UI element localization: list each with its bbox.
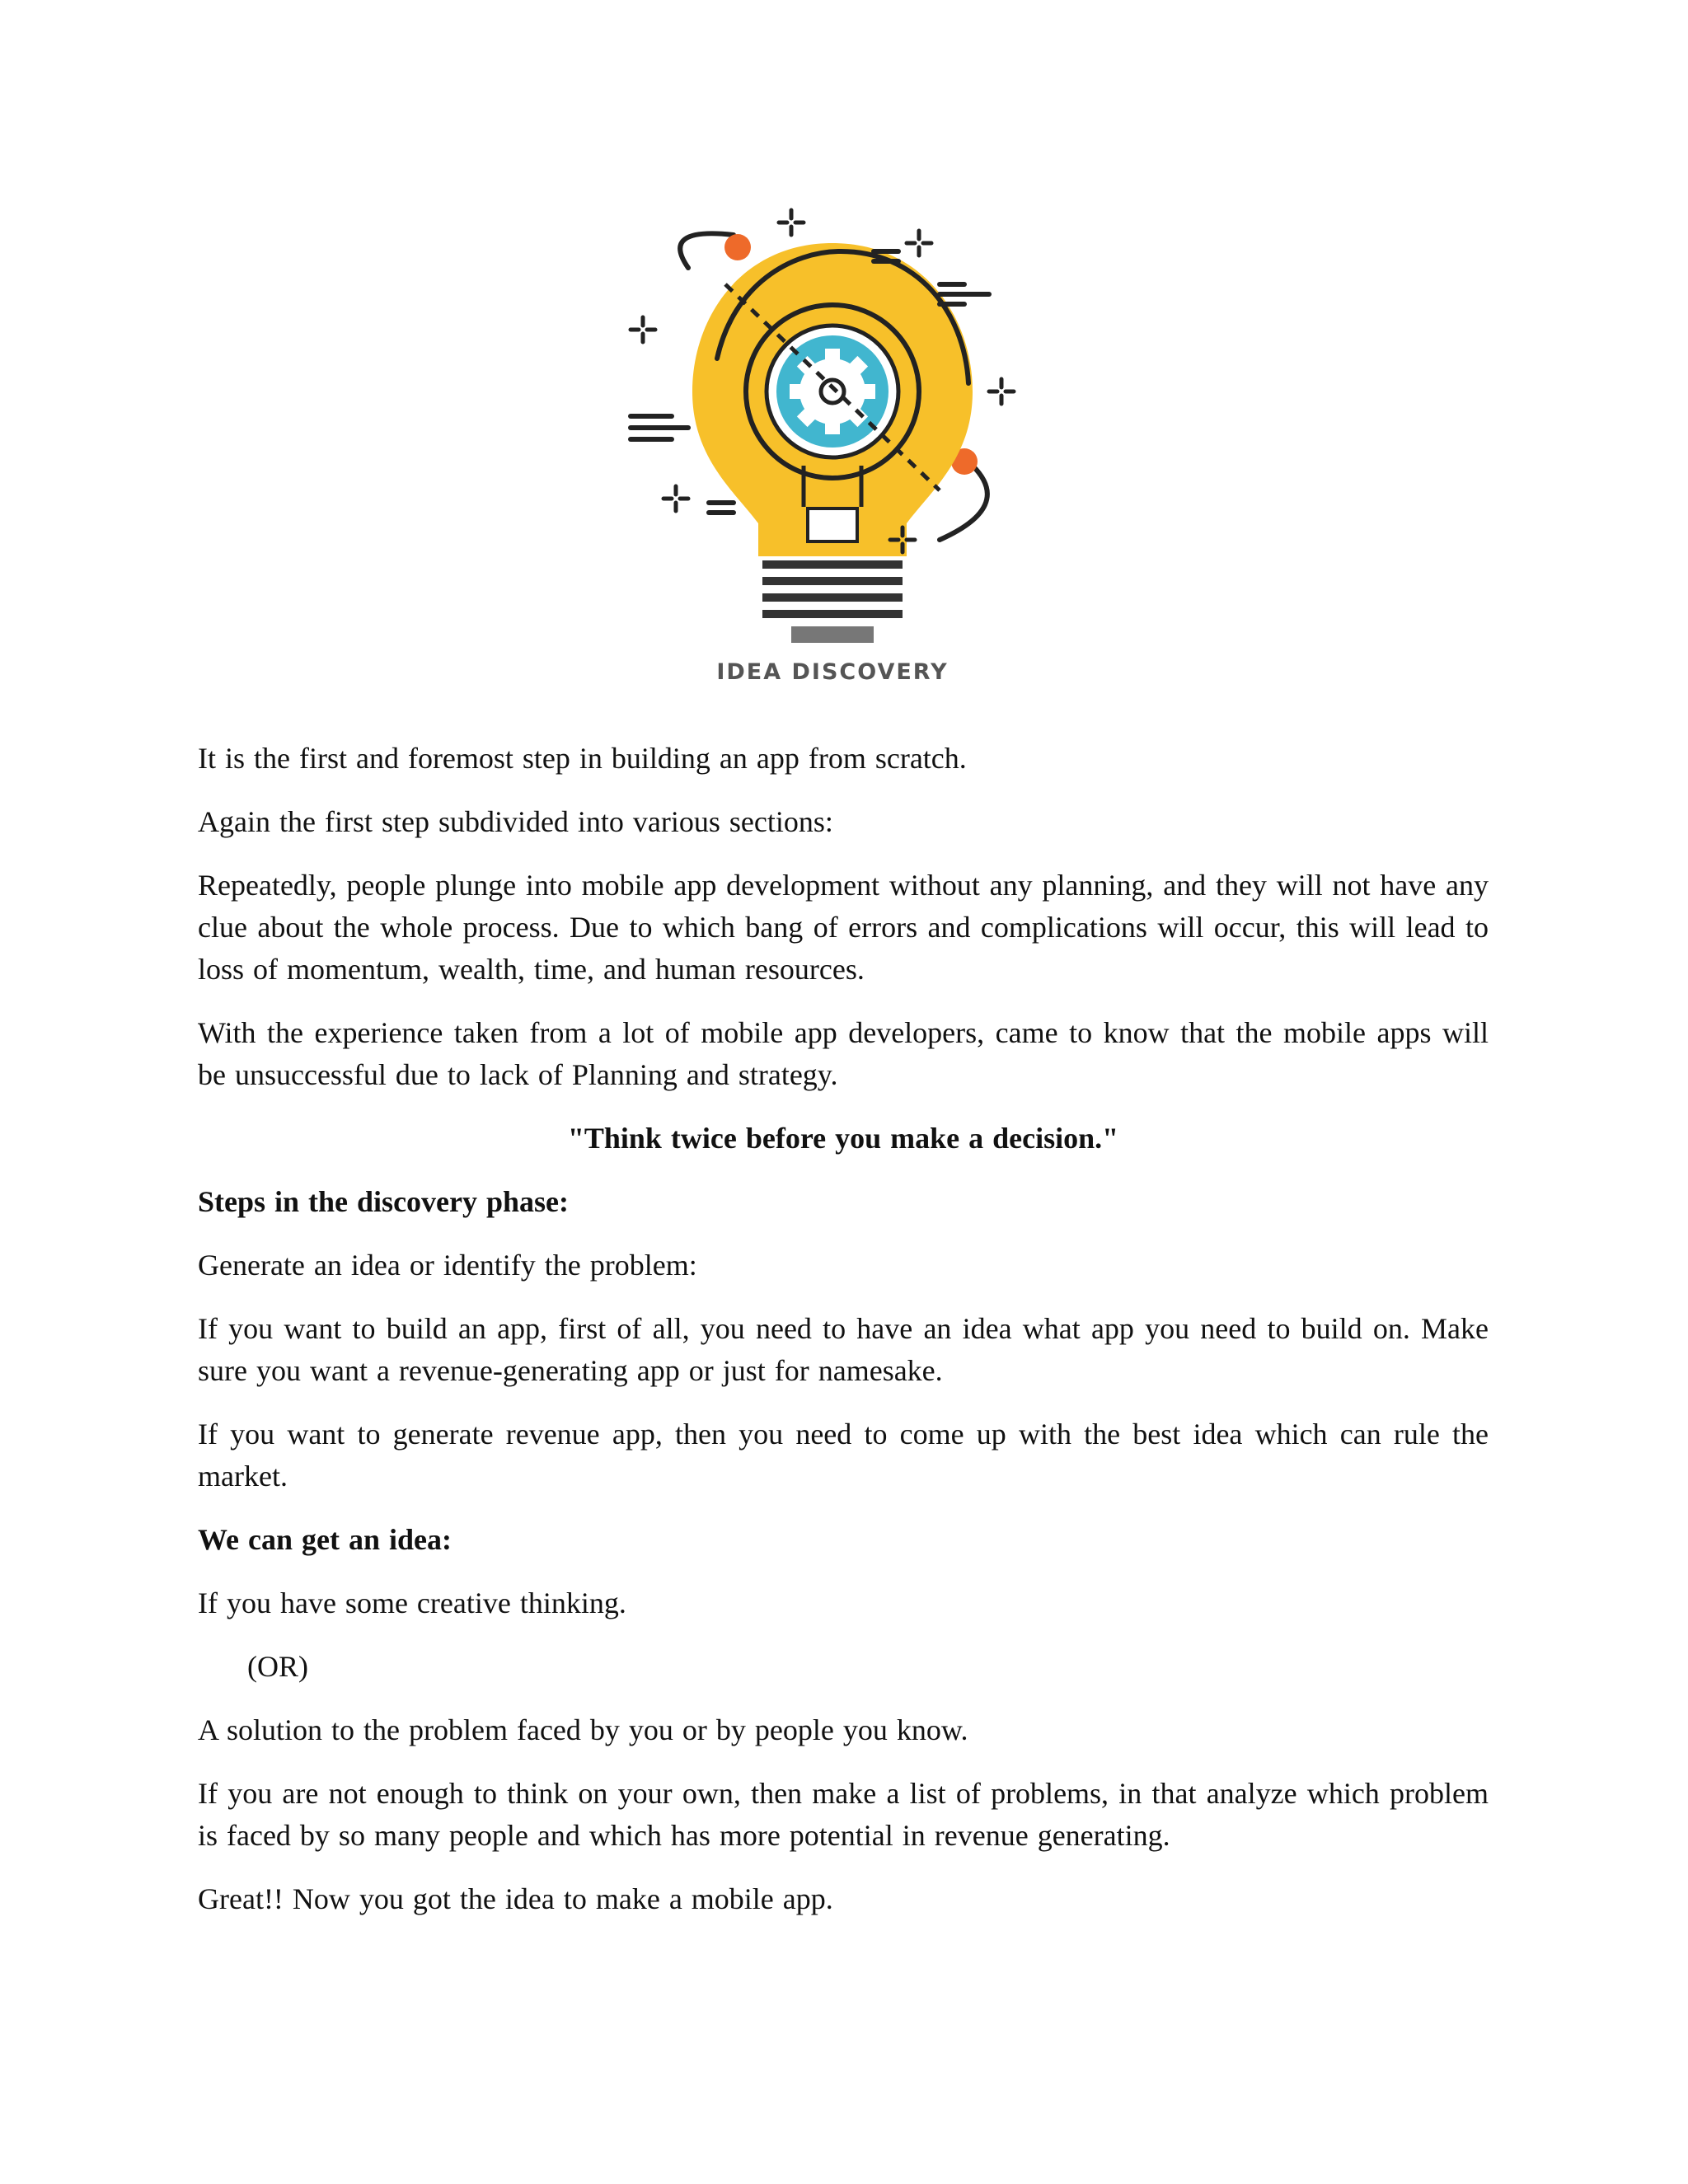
lightbulb-gear-icon [626,194,1039,705]
orange-dot-icon [724,234,751,260]
heading-get-idea: We can get an idea: [198,1523,452,1556]
paragraph-experience: With the experience taken from a lot of mobile app developers, came to know that the mobile apps will be unsuccessful due to lack of Planning and strategy. [198,1016,1489,1091]
bulb-base-icon [762,560,903,643]
illustration-caption: IDEA DISCOVERY [716,659,949,685]
paragraph-list-problems: If you are not enough to think on your own, then make a list of problems, in that analyze which problem is faced by so many people and which has more potential in revenue generating. [198,1777,1489,1852]
paragraph-planning: Repeatedly, people plunge into mobile app development without any planning, and they will not have any clue about the whole process. Due to which bang of errors and complications will occur, this will lead to loss of momentum, wealth, time, and human resources. [198,869,1489,986]
paragraph-build-app: If you want to build an app, first of all, you need to have an idea what app you need to build on. Make sure you want a revenue-generating app or just for namesake. [198,1312,1489,1387]
paragraph-generate-idea: Generate an idea or identify the problem: [198,1249,697,1282]
paragraph-solution: A solution to the problem faced by you or by people you know. [198,1713,968,1746]
quote: "Think twice before you make a decision." [567,1122,1119,1155]
paragraph-subdivided: Again the first step subdivided into various sections: [198,805,833,838]
paragraph-or: (OR) [247,1650,308,1683]
paragraph-intro: It is the first and foremost step in building an app from scratch. [198,742,967,775]
paragraph-revenue: If you want to generate revenue app, then you need to come up with the best idea which can rule the market. [198,1418,1489,1493]
heading-steps: Steps in the discovery phase: [198,1185,570,1218]
gear-icon [790,349,875,434]
paragraph-great: Great!! Now you got the idea to make a mobile app. [198,1882,833,1915]
document-body [198,738,1489,1942]
idea-discovery-illustration [626,194,1039,705]
paragraph-creative: If you have some creative thinking. [198,1586,626,1619]
